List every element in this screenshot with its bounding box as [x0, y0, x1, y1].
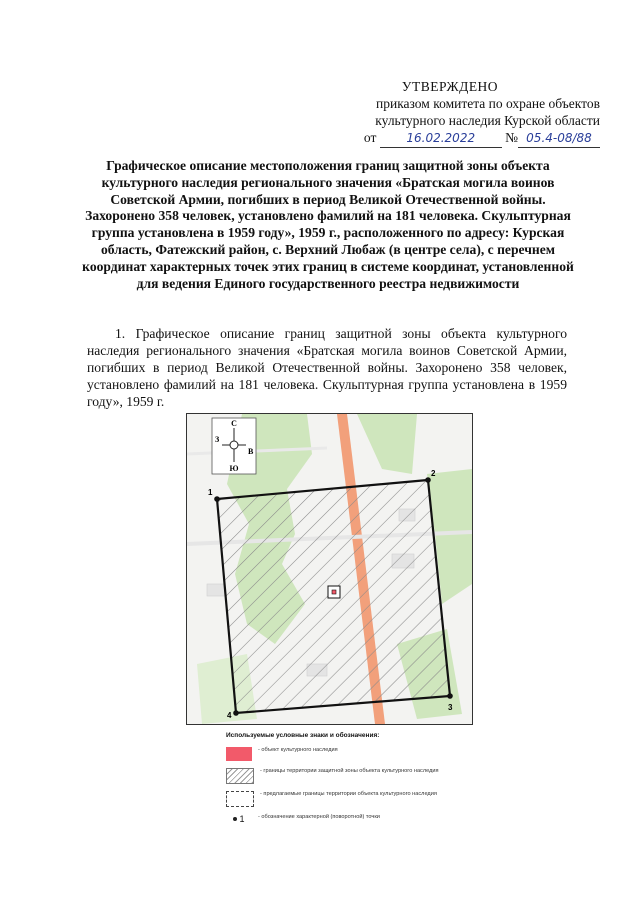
paragraph-text: 1. Графическое описание границ защитной зоны объекта культурного наследия регионального значения «Братская могила воинов Советской Армии, погибших в период Великой Отечественной войны. Захоронено 358 человек, установлено фамилий на 181 человека. Скульптурная группа установлена в 1959 году», 1959 г. — [87, 326, 567, 409]
turning-point-2 — [425, 477, 431, 483]
building — [207, 584, 225, 596]
point-label-2: 2 — [431, 469, 436, 478]
turning-point-1 — [214, 496, 220, 502]
legend-title: Используемые условные знаки и обозначения: — [226, 732, 380, 739]
point-label-1: 1 — [208, 488, 213, 497]
approval-block — [300, 78, 600, 148]
legend-text: - предлагаемые границы территории объекта культурного наследия — [260, 791, 437, 797]
turning-point-3 — [447, 693, 453, 699]
compass — [212, 418, 256, 474]
point-dot-icon — [233, 817, 237, 821]
map-canvas — [187, 414, 472, 724]
legend-point-label: 1 — [239, 814, 245, 824]
legend-item — [226, 747, 446, 761]
legend-swatch-hatch — [226, 768, 254, 784]
heritage-object — [332, 590, 336, 594]
approval-number: 05.4-08/88 — [518, 130, 600, 148]
compass-east: В — [248, 447, 254, 456]
legend-item — [226, 791, 446, 807]
legend-item — [226, 768, 446, 784]
legend-swatch-point — [226, 814, 252, 824]
legend-text: - границы территории защитной зоны объекта культурного наследия — [260, 768, 439, 774]
approval-date-line — [300, 129, 600, 148]
compass-center — [230, 441, 238, 449]
approval-line-1: приказом комитета по охране объектов — [376, 96, 600, 111]
compass-south: Ю — [229, 464, 239, 473]
approval-title: УТВЕРЖДЕНО — [401, 79, 499, 94]
legend-swatch-dashed — [226, 791, 254, 807]
legend-swatch-object — [226, 747, 252, 761]
section-paragraph — [87, 325, 567, 410]
compass-west: З — [215, 435, 220, 444]
point-label-4: 4 — [227, 711, 232, 720]
legend-text: - объект культурного наследия — [258, 747, 338, 753]
from-label: от — [363, 130, 377, 145]
compass-north: С — [231, 419, 237, 428]
number-label: № — [505, 130, 518, 145]
approval-line-2: культурного наследия Курской области — [375, 113, 600, 128]
map-legend — [226, 732, 446, 831]
boundary-map — [186, 413, 473, 725]
turning-point-4 — [233, 710, 239, 716]
approval-date: 16.02.2022 — [380, 130, 502, 148]
legend-text: - обозначение характерной (поворотной) точки — [258, 814, 380, 820]
point-label-3: 3 — [448, 703, 453, 712]
legend-item — [226, 814, 446, 824]
document-title: Графическое описание местоположения границ защитной зоны объекта культурного наследия регионального значения «Братская могила воинов Советской Армии, погибших в период Великой Отечественной войны. Захоронено 358 человек, установлено фамилий на 181 человека. Скульптурная группа установлена в 1959 году», 1959 г., расположенного по адресу: Курская область, Фатежский район, с. Верхний Любаж (в центре села), с перечнем координат характерных точек этих границ в системе координат, установленной для ведения Единого государственного реестра недвижимости — [82, 158, 574, 291]
